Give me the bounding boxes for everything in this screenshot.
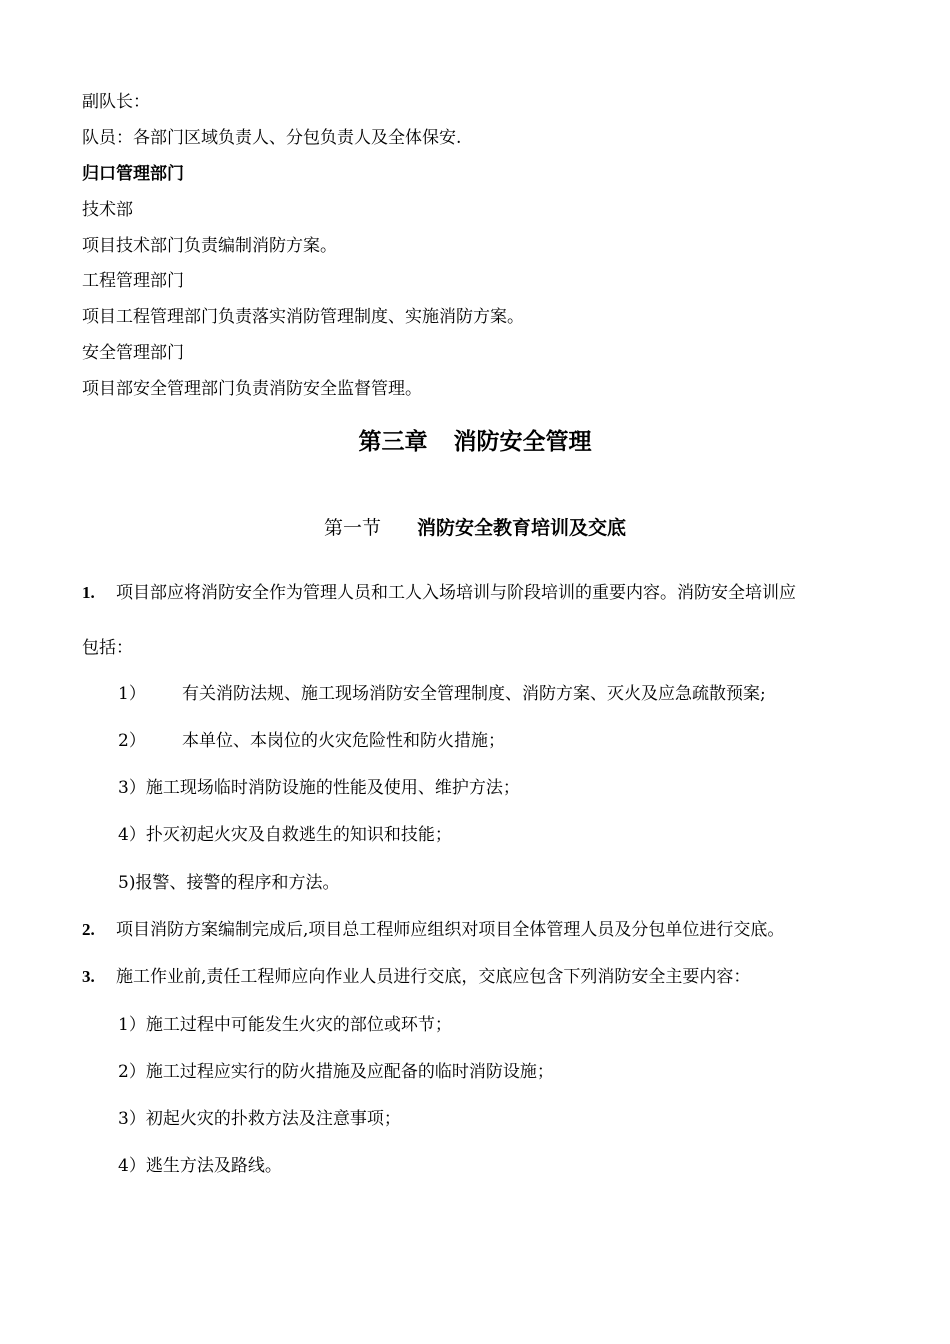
sub-item [118,730,505,752]
item-number: 3. [82,967,95,986]
sub-item-index: 2） [118,731,146,751]
chapter-name: 消防安全管理 [453,429,592,455]
item-number: 2. [82,920,95,939]
sub-item-text: 4）扑灭初起火灾及自救逃生的知识和技能； [118,825,452,845]
section-title [0,516,950,540]
text-line: 项目技术部门负责编制消防方案。 [82,236,337,256]
sub-item-text: 2）施工过程应实行的防火措施及应配备的临时消防设施； [118,1062,554,1082]
text-line: 副队长： [82,92,150,112]
chapter-title [0,428,950,456]
sub-item-text: 5)报警、接警的程序和方法。 [118,873,340,893]
text-line: 工程管理部门 [82,271,184,291]
text-line: 安全管理部门 [82,343,184,363]
section-name: 消防安全教育培训及交底 [417,517,627,539]
text-line: 项目工程管理部门负责落实消防管理制度、实施消防方案。 [82,307,524,327]
item-text: 项目部应将消防安全作为管理人员和工人入场培训与阶段培训的重要内容。消防安全培训应 [116,583,796,603]
sub-item-text: 3）施工现场临时消防设施的性能及使用、维护方法； [118,778,520,798]
sub-item-text: 本单位、本岗位的火灾危险性和防火措施； [182,731,505,751]
section-label: 第一节 [323,517,381,539]
sub-item-index: 1） [118,684,146,704]
sub-item [118,683,766,705]
sub-item-text: 有关消防法规、施工现场消防安全管理制度、消防方案、灭火及应急疏散预案; [182,684,766,704]
list-item [82,966,750,988]
item-number: 1. [82,583,95,602]
chapter-label: 第三章 [358,429,428,455]
list-item [82,582,796,604]
sub-item-text: 4）逃生方法及路线。 [118,1156,282,1176]
item-text: 施工作业前,责任工程师应向作业人员进行交底，交底应包含下列消防安全主要内容： [116,967,751,987]
subheading: 归口管理部门 [82,164,184,184]
text-line: 项目部安全管理部门负责消防安全监督管理。 [82,379,422,399]
text-line: 队员：各部门区域负责人、分包负责人及全体保安. [82,128,462,148]
sub-item-text: 3）初起火灾的扑救方法及注意事项； [118,1109,401,1129]
item-text: 项目消防方案编制完成后,项目总工程师应组织对项目全体管理人员及分包单位进行交底。 [116,920,785,940]
text-line: 技术部 [82,200,133,220]
list-item [82,919,784,941]
sub-item-text: 1）施工过程中可能发生火灾的部位或环节； [118,1015,452,1035]
item-continuation: 包括： [82,638,133,658]
